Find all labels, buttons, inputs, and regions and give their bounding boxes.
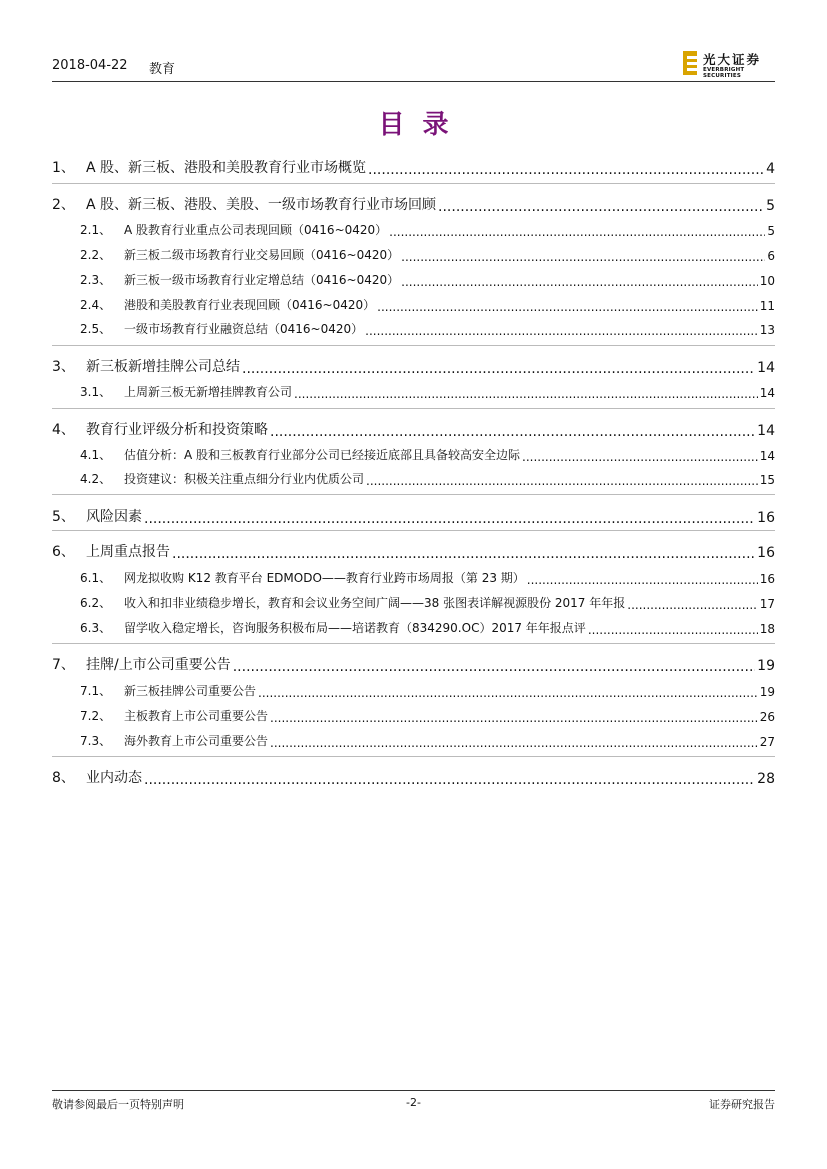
toc-dot-leader	[366, 475, 758, 487]
logo-english-name: EVERBRIGHT SECURITIES	[703, 67, 745, 79]
toc-dot-leader	[365, 325, 758, 337]
toc-dot-leader	[522, 451, 758, 463]
header-rule	[52, 81, 775, 82]
toc-dot-leader	[233, 660, 755, 674]
everbright-logo-icon	[683, 51, 697, 75]
toc-dot-leader	[389, 226, 765, 238]
toc-entry-number: 6、	[52, 544, 75, 560]
toc-dot-leader	[627, 599, 757, 611]
toc-section-divider	[52, 408, 775, 409]
report-date: 2018-04-22	[52, 58, 128, 73]
toc-dot-leader	[270, 712, 758, 724]
toc-entry-number: 2.5、	[80, 322, 112, 336]
toc-entry-page: 14	[757, 423, 775, 439]
toc-dot-leader	[401, 251, 765, 263]
toc-entry-number: 3.1、	[80, 385, 112, 399]
toc-entry-number: 8、	[52, 770, 75, 786]
toc-entry[interactable]	[52, 682, 775, 699]
toc-entry[interactable]	[52, 732, 775, 749]
toc-entry-number: 7.1、	[80, 684, 112, 698]
toc-entry-page: 28	[757, 771, 775, 787]
toc-dot-leader	[588, 624, 758, 636]
everbright-logo	[683, 50, 775, 79]
toc-section-divider	[52, 530, 775, 531]
footer-rule	[52, 1090, 775, 1091]
toc-entry-page: 6	[767, 249, 775, 263]
toc-entry-page: 13	[759, 323, 775, 337]
toc-entry-number: 1、	[52, 160, 75, 176]
toc-entry[interactable]	[52, 383, 775, 400]
toc-dot-leader	[438, 200, 764, 214]
toc-entry[interactable]	[52, 320, 775, 337]
toc-entry-number: 2、	[52, 197, 75, 213]
toc-entry-label: 挂牌/上市公司重要公告	[86, 657, 231, 673]
toc-entry-page: 16	[757, 545, 775, 561]
footer-disclaimer: 敬请参阅最后一页特别声明	[52, 1098, 184, 1111]
toc-entry[interactable]	[52, 569, 775, 586]
toc-dot-leader	[258, 687, 758, 699]
toc-dot-leader	[172, 547, 755, 561]
toc-entry-label: 新三板一级市场教育行业定增总结（0416~0420）	[124, 273, 400, 287]
toc-entry-page: 5	[766, 198, 775, 214]
toc-entry-number: 2.1、	[80, 223, 112, 237]
toc-entry-number: 6.3、	[80, 621, 112, 635]
toc-entry-label: 港股和美股教育行业表现回顾（0416~0420）	[124, 298, 376, 312]
toc-title: 目录	[378, 110, 467, 140]
toc-entry-page: 14	[759, 386, 775, 400]
toc-entry-label: 估值分析：A 股和三板教育行业部分公司已经接近底部且具备较高安全边际	[124, 448, 521, 462]
toc-entry-label: 投资建议：积极关注重点细分行业内优质公司	[124, 472, 365, 486]
toc-dot-leader	[377, 301, 758, 313]
toc-entry[interactable]	[52, 619, 775, 636]
toc-entry-label: A 股、新三板、港股、美股、一级市场教育行业市场回顾	[86, 197, 437, 213]
toc-dot-leader	[270, 425, 755, 439]
toc-entry-number: 4、	[52, 422, 75, 438]
toc-entry-page: 27	[759, 735, 775, 749]
toc-entry-number: 5、	[52, 509, 75, 525]
toc-entry-label: 主板教育上市公司重要公告	[124, 709, 269, 723]
toc-entry[interactable]	[52, 470, 775, 487]
toc-entry-number: 4.1、	[80, 448, 112, 462]
toc-dot-leader	[368, 163, 764, 177]
toc-entry-label: 网龙拟收购 K12 教育平台 EDMODO——教育行业跨市场周报（第 23 期）	[124, 571, 525, 585]
toc-entry-number: 4.2、	[80, 472, 112, 486]
toc-entry[interactable]	[52, 271, 775, 288]
toc-entry-label: 上周新三板无新增挂牌教育公司	[124, 385, 293, 399]
footer-page-number: -2-	[406, 1096, 421, 1109]
toc-entry-label: 新三板挂牌公司重要公告	[124, 684, 257, 698]
toc-entry-label: 留学收入稳定增长，咨询服务积极布局——培诺教育（834290.OC）2017 年年报点评	[124, 621, 586, 635]
toc-entry-page: 19	[759, 685, 775, 699]
toc-entry-page: 26	[759, 710, 775, 724]
toc-dot-leader	[144, 773, 755, 787]
toc-entry-page: 14	[759, 449, 775, 463]
toc-entry[interactable]	[52, 246, 775, 263]
toc-entry-page: 10	[759, 274, 775, 288]
toc-entry-label: 收入和扣非业绩稳步增长，教育和会议业务空间广阔——38 张图表详解视源股份 2017 年年报	[124, 596, 626, 610]
toc-entry-label: 一级市场教育行业融资总结（0416~0420）	[124, 322, 364, 336]
toc-entry-number: 7.2、	[80, 709, 112, 723]
toc-entry-page: 5	[767, 224, 775, 238]
toc-entry-number: 3、	[52, 359, 75, 375]
toc-entry-page: 11	[759, 299, 775, 313]
toc-dot-leader	[294, 388, 758, 400]
toc-entry-number: 7、	[52, 657, 75, 673]
toc-section-divider	[52, 643, 775, 644]
toc-dot-leader	[270, 737, 758, 749]
toc-entry-label: 新三板二级市场教育行业交易回顾（0416~0420）	[124, 248, 400, 262]
toc-dot-leader	[144, 512, 755, 526]
toc-section-divider	[52, 345, 775, 346]
toc-entry-label: A 股教育行业重点公司表现回顾（0416~0420）	[124, 223, 388, 237]
toc-entry-label: 风险因素	[86, 509, 142, 525]
toc-entry[interactable]	[52, 194, 775, 214]
toc-entry-number: 2.4、	[80, 298, 112, 312]
toc-entry[interactable]	[52, 541, 775, 561]
toc-entry[interactable]	[52, 506, 775, 526]
toc-entry-number: 2.3、	[80, 273, 112, 287]
toc-entry[interactable]	[52, 446, 775, 463]
toc-entry-label: A 股、新三板、港股和美股教育行业市场概览	[86, 160, 367, 176]
logo-chinese-name: 光大证券	[703, 52, 762, 67]
toc-entry-number: 7.3、	[80, 734, 112, 748]
toc-entry[interactable]	[52, 296, 775, 313]
toc-dot-leader	[527, 574, 758, 586]
toc-entry-page: 14	[757, 360, 775, 376]
toc-dot-leader	[401, 276, 758, 288]
toc-entry-page: 15	[759, 473, 775, 487]
toc-entry[interactable]	[52, 419, 775, 439]
toc-entry-number: 6.2、	[80, 596, 112, 610]
toc-section-divider	[52, 494, 775, 495]
toc-entry[interactable]	[52, 221, 775, 238]
toc-entry[interactable]	[52, 157, 775, 177]
toc-entry-number: 6.1、	[80, 571, 112, 585]
toc-entry-label: 新三板新增挂牌公司总结	[86, 359, 240, 375]
toc-entry-page: 4	[766, 161, 775, 177]
toc-entry-page: 17	[759, 597, 775, 611]
toc-entry-page: 16	[759, 572, 775, 586]
toc-section-divider	[52, 183, 775, 184]
toc-entry[interactable]	[52, 767, 775, 787]
footer-doc-type: 证券研究报告	[709, 1098, 775, 1111]
toc-section-divider	[52, 756, 775, 757]
report-category: 教育	[149, 62, 176, 77]
toc-entry[interactable]	[52, 356, 775, 376]
toc-entry-page: 18	[759, 622, 775, 636]
toc-entry[interactable]	[52, 594, 775, 611]
toc-entry-number: 2.2、	[80, 248, 112, 262]
toc-entry-page: 19	[757, 658, 775, 674]
toc-entry[interactable]	[52, 654, 775, 674]
page-header	[52, 52, 775, 80]
toc-entry-label: 海外教育上市公司重要公告	[124, 734, 269, 748]
toc-entry-label: 上周重点报告	[86, 544, 170, 560]
toc-entry-label: 业内动态	[86, 770, 142, 786]
toc-entry[interactable]	[52, 707, 775, 724]
toc-dot-leader	[242, 362, 755, 376]
toc-entry-label: 教育行业评级分析和投资策略	[86, 422, 268, 438]
toc-entry-page: 16	[757, 510, 775, 526]
